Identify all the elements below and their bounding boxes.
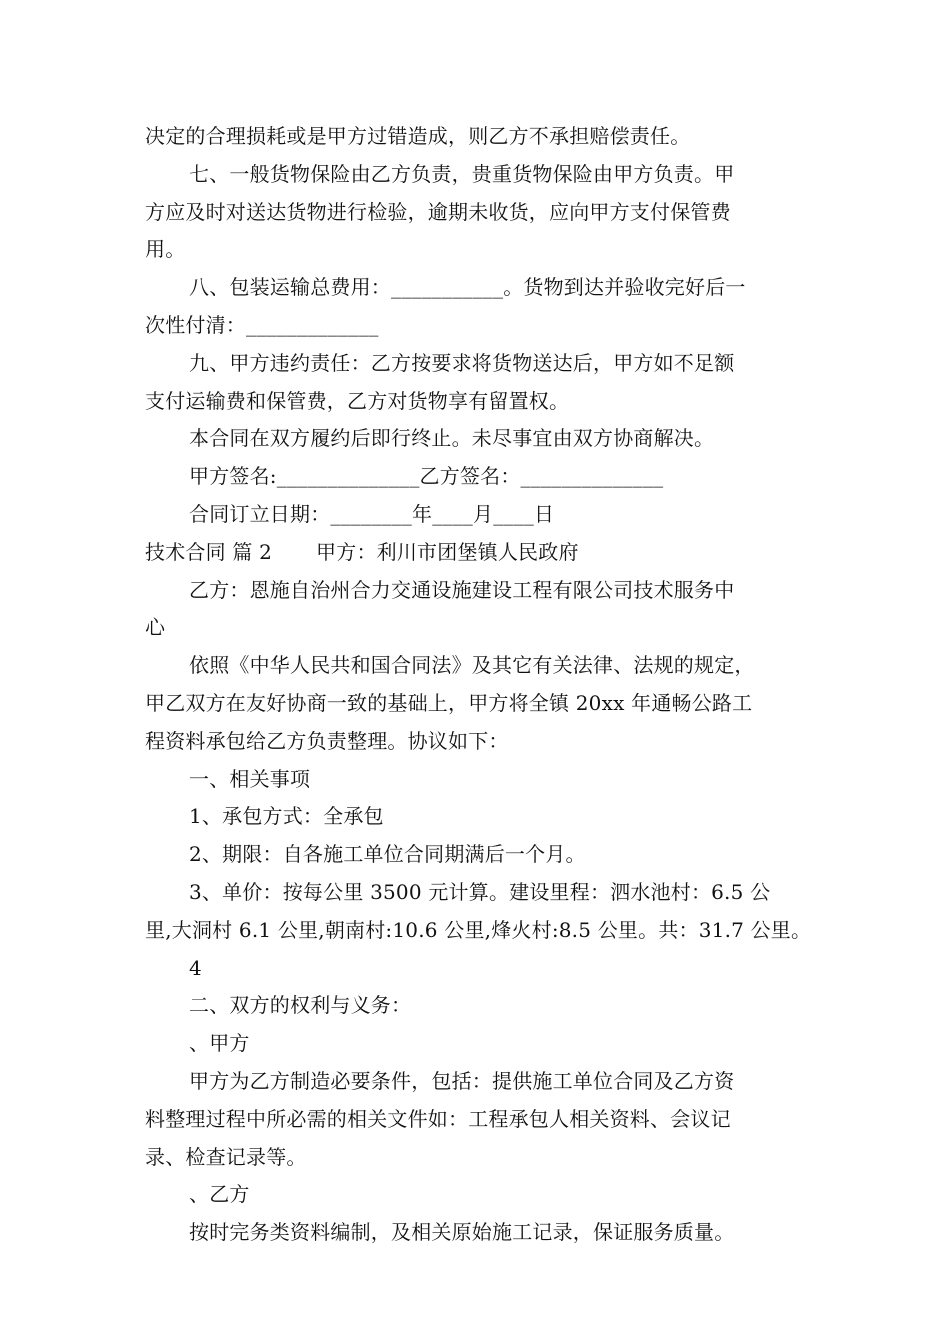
text-line: 程资料承包给乙方负责整理。协议如下： [145, 728, 509, 753]
text-line: 合同订立日期：________年____月____日 [189, 501, 555, 526]
text-line: 方应及时对送达货物进行检验，逾期未收货，应向甲方支付保管费 [145, 199, 731, 224]
text-line: 支付运输费和保管费，乙方对货物享有留置权。 [145, 388, 570, 413]
text-line: 八、包装运输总费用：___________。货物到达并验收完好后一 [189, 275, 746, 300]
text-line: 、乙方 [189, 1182, 250, 1207]
text-line: 本合同在双方履约后即行终止。未尽事宜由双方协商解决。 [189, 426, 715, 451]
text-line: 一、相关事项 [189, 766, 311, 791]
document-page [145, 118, 813, 1252]
text-line: 次性付清：_____________ [145, 312, 379, 337]
text-line: 2、期限：自各施工单位合同期满后一个月。 [189, 842, 586, 867]
text-line: 1、承包方式：全承包 [189, 804, 384, 829]
text-line: 、甲方 [189, 1031, 250, 1056]
text-line: 依照《中华人民共和国合同法》及其它有关法律、法规的规定， [189, 653, 755, 678]
party-a-line: 甲方：利川市团堡镇人民政府 [316, 539, 579, 564]
text-line: 乙方：恩施自治州合力交通设施建设工程有限公司技术服务中 [189, 577, 735, 602]
text-line: 心 [145, 615, 166, 640]
text-line: 甲方签名:______________乙方签名：______________ [189, 464, 664, 489]
section-heading [145, 534, 813, 572]
text-line: 二、双方的权利与义务： [189, 993, 412, 1018]
text-line: 甲方为乙方制造必要条件，包括：提供施工单位合同及乙方资 [189, 1068, 735, 1093]
text-line: 用。 [145, 237, 186, 262]
contract-clauses [145, 118, 813, 534]
text-line: 决定的合理损耗或是甲方过错造成，则乙方不承担赔偿责任。 [145, 124, 691, 148]
text-line: 4 [189, 955, 202, 980]
text-line: 录、检查记录等。 [145, 1144, 307, 1169]
text-line: 九、甲方违约责任：乙方按要求将货物送达后，甲方如不足额 [189, 350, 735, 375]
section-title: 技术合同 篇 2 [145, 539, 273, 564]
text-line: 3、单价：按每公里 3500 元计算。建设里程：泗水池村：6.5 公 [189, 879, 771, 904]
text-line: 按时完务类资料编制，及相关原始施工记录，保证服务质量。 [189, 1220, 735, 1245]
text-line: 里,大洞村 6.1 公里,朝南村:10.6 公里,烽火村:8.5 公里。共：31.7 公里。 [145, 917, 812, 942]
text-line: 甲乙双方在友好协商一致的基础上，甲方将全镇 20xx 年通畅公路工 [145, 690, 753, 715]
text-line: 七、一般货物保险由乙方负责，贵重货物保险由甲方负责。甲 [189, 161, 735, 186]
contract-body [145, 572, 813, 1252]
text-line: 料整理过程中所必需的相关文件如：工程承包人相关资料、会议记 [145, 1106, 731, 1131]
